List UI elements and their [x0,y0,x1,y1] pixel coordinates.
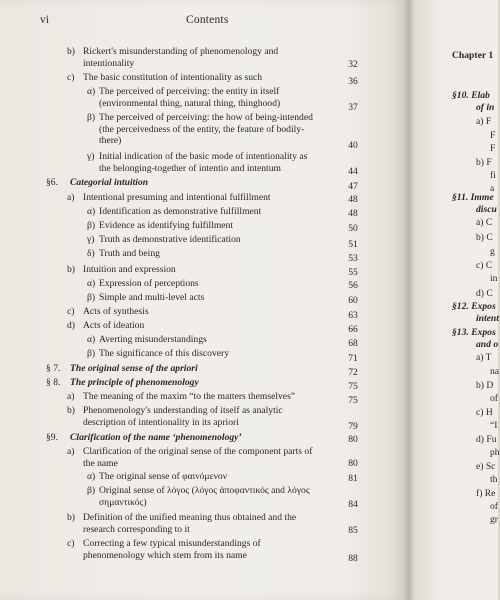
right-line: a) C [476,217,493,228]
toc-text-cont: (environmental thing, natural thing, thinghood) [99,97,281,109]
toc-label: b) [67,264,75,275]
toc-label: δ) [87,248,95,259]
right-line: ph [490,447,500,458]
right-line: F [490,143,496,154]
toc-text: Truth as demonstrative identification [99,234,241,245]
toc-page: 60 [348,295,358,306]
toc-label: β) [87,220,96,231]
toc-page: 51 [348,239,358,250]
toc-text: Truth and being [99,248,160,259]
toc-text: The perceived of perceiving: the entity in itself [99,86,280,97]
toc-page: 81 [348,473,358,484]
right-line: a) T [476,352,492,363]
right-line: b) D [476,380,494,391]
toc-text: Phenomenology's understanding of itself as analytic [83,405,283,416]
right-line: §11. Imme [452,192,494,203]
toc-page: 68 [348,338,358,349]
toc-text: Clarification of the name ‘phenomenology’ [70,432,242,443]
toc-text-cont: research corresponding to it [83,523,190,535]
right-line: and o [476,339,499,350]
toc-label: c) [67,306,75,317]
toc-text: Categorial intuition [70,177,149,188]
right-line: a) F [476,116,492,127]
right-line: of [490,501,498,512]
toc-label: β) [87,485,96,496]
toc-label: b) [67,46,75,57]
toc-page: 85 [348,525,358,536]
toc-text: Correcting a few typical misunderstandings of [83,538,261,549]
page-number: vi [40,14,49,26]
toc-text-cont: (the perceivedness of the entity, the feature of bodily- [99,123,305,135]
right-line: d) Fu [476,434,497,445]
toc-text: The meaning of the maxim “to the matters themselves” [83,391,296,402]
toc-text: Rickert's misunderstanding of phenomenology and [83,46,279,57]
right-line: th [490,474,498,485]
toc-text: Evidence as identifying fulfillment [99,220,234,231]
toc-page: 80 [348,434,358,445]
toc-page: 40 [348,140,358,151]
toc-text-cont: phenomenology which stem from its name [83,549,247,561]
toc-page: 47 [348,181,358,192]
toc-label: α) [87,471,96,482]
toc-text: Intentional presuming and intentional fulfillment [83,192,271,203]
toc-label: α) [87,278,96,289]
running-head-title: Contents [186,14,229,26]
right-page [414,0,498,600]
right-line: §12. Expos [452,301,496,312]
right-line: intent [476,313,499,324]
toc-label: α) [87,86,96,97]
toc-label: a) [67,446,75,457]
toc-text: Averting misunderstandings [99,334,207,345]
right-line: a [490,183,495,194]
toc-label: β) [87,292,96,303]
toc-text: The significance of this discovery [99,348,230,359]
toc-label: β) [87,112,96,123]
toc-text: Initial indication of the basic mode of intentionality as [99,151,308,162]
toc-text-cont: the name [83,457,118,469]
toc-page: 88 [348,553,358,564]
toc-page: 72 [348,367,358,378]
toc-text: Simple and multi-level acts [99,292,205,303]
right-line: b) C [476,232,493,243]
toc-page: 55 [348,267,358,278]
right-line: gr [490,514,498,525]
toc-label: §6. [46,177,58,188]
toc-text-cont: the belonging-together of intentio and intentum [99,162,281,174]
right-line: e) Sc [476,461,496,472]
toc-text: The principle of phenomenology [70,377,199,388]
toc-page: 50 [348,223,358,234]
toc-page: 37 [348,102,358,113]
right-line: b) F [476,157,492,168]
toc-page: 75 [348,381,358,392]
toc-label: β) [87,348,96,359]
right-line: f) Re [476,488,496,499]
toc-page: 75 [348,395,358,406]
right-line: d) C [476,288,493,299]
toc-text: The original sense of the apriori [70,363,198,374]
toc-label: c) [67,538,75,549]
toc-text-cont: σημαντικός) [99,496,147,508]
toc-label: b) [67,512,75,523]
toc-text: Expression of perceptions [99,278,199,289]
right-line: fi [490,170,496,181]
toc-label: a) [67,192,75,203]
toc-text: The perceived of perceiving: the how of being-intended [99,112,313,123]
toc-page: 48 [348,194,358,205]
right-line: g [490,246,495,257]
right-line: na [490,366,500,377]
right-line: discu [476,204,497,215]
right-line: of in [476,102,495,113]
toc-text-cont: description of intentionality in its apriori [83,416,239,428]
right-line: c) C [476,260,493,271]
toc-page: 53 [348,253,358,264]
toc-label: § 7. [46,363,61,374]
toc-text: Acts of ideation [83,320,145,331]
toc-page: 32 [348,59,358,70]
right-line: §10. Elab [452,90,490,101]
right-line: of [490,393,498,404]
toc-page: 79 [348,421,358,432]
toc-text: Clarification of the original sense of the component parts of [83,446,313,457]
toc-label: α) [87,206,96,217]
book-gutter [404,0,414,600]
toc-page: 44 [348,166,358,177]
toc-text: The basic constitution of intentionality as such [83,72,263,83]
toc-text: Intuition and expression [83,264,176,275]
toc-page: 36 [348,76,358,87]
toc-page: 66 [348,324,358,335]
toc-page: 84 [348,499,358,510]
toc-page: 63 [348,310,358,321]
toc-label: a) [67,391,75,402]
toc-page: 80 [348,458,358,469]
toc-label: γ) [87,151,95,162]
chapter-heading: Chapter 1 [452,50,494,61]
toc-label: § 8. [46,377,61,388]
toc-label: c) [67,72,75,83]
right-line: c) H [476,407,493,418]
right-line: “I [490,420,498,431]
toc-label: §9. [46,432,58,443]
toc-label: b) [67,405,75,416]
right-line: in [490,273,498,284]
toc-text-cont: intentionality [83,57,135,69]
toc-text: Definition of the unified meaning thus obtained and the [83,512,297,523]
toc-label: α) [87,334,96,345]
toc-text-cont: there) [99,135,122,147]
right-line: F [490,130,496,141]
toc-text: The original sense of φαινόμενον [99,471,228,482]
toc-page: 56 [348,280,358,291]
toc-text: Identification as demonstrative fulfillment [99,206,262,217]
toc-text: Original sense of λόγος (λόγος ἀποφαντικός and λόγος [99,485,310,496]
toc-label: γ) [87,234,95,245]
toc-text: Acts of synthesis [83,306,149,317]
toc-page: 48 [348,208,358,219]
toc-page: 71 [348,353,358,364]
toc-label: d) [67,320,75,331]
right-line: §13. Expos [452,327,496,338]
